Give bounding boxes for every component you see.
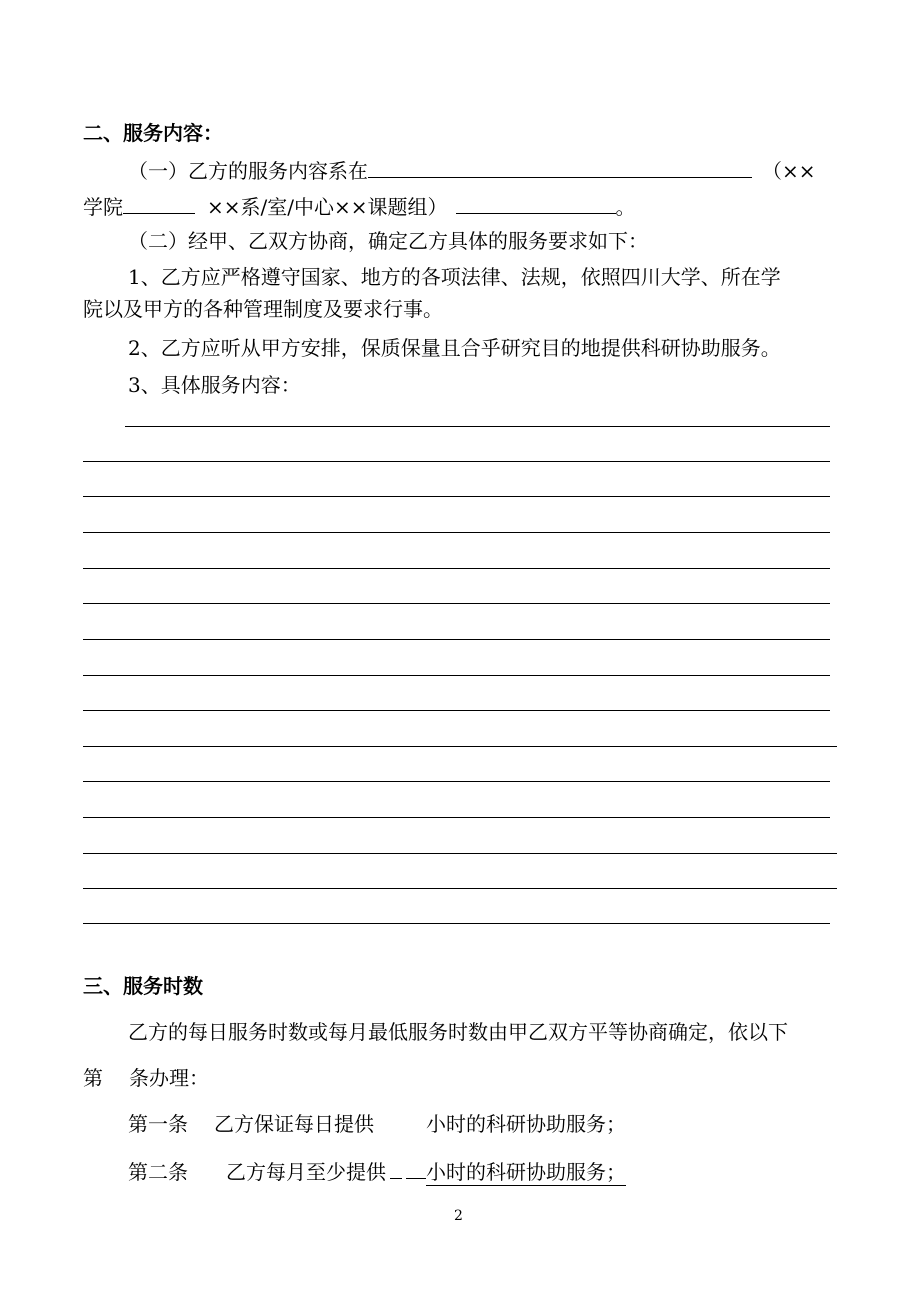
writing-line [83,639,830,640]
para-line2-prefix: 第 [83,1066,103,1090]
writing-line [125,426,830,427]
clause2-text-b: 小时的科研协助服务； [426,1160,626,1184]
section-heading-service-content: 二、服务内容： [83,121,223,145]
item1-college: 学院 [83,195,123,219]
section3-para-line1: 乙方的每日服务时数或每月最低服务时数由甲乙双方平等协商确定，依以下 [128,1020,788,1044]
clause1 [128,1112,626,1136]
writing-line [83,746,837,747]
point3-text: 3、具体服务内容： [128,373,301,397]
college-blank [123,193,195,214]
writing-line [83,532,830,533]
writing-line [83,461,830,462]
item1-blank [368,157,752,178]
writing-line [83,853,837,854]
writing-line [83,781,830,782]
item1-prefix: （一）乙方的服务内容系在 [128,159,368,183]
page-number: 2 [454,1208,463,1224]
writing-line [83,603,830,604]
point2-text: 2、乙方应听从甲方安排，保质保量且合乎研究目的地提供科研协助服务。 [128,336,781,360]
section-heading-service-hours: 三、服务时数 [83,974,203,998]
clause2 [128,1158,626,1184]
writing-line [83,675,830,676]
clause2-text-a: 乙方每月至少提供 [226,1160,386,1184]
section3-para-line2 [83,1066,209,1090]
item1-end: 。 [615,195,636,219]
item1-line1 [128,157,816,183]
clause2-label: 第二条 [128,1160,188,1184]
writing-line [83,817,830,818]
group-blank [456,193,616,214]
item1-suffix: （×× [762,159,816,183]
clause1-text-a: 乙方保证每日提供 [214,1112,374,1136]
writing-line [83,568,830,569]
clause2-blank [406,1158,426,1179]
clause1-text-b: 小时的科研协助服务； [426,1112,626,1136]
item1-line2 [83,193,636,219]
writing-line [83,923,830,924]
writing-line [83,710,830,711]
point1-line1: 1、乙方应严格遵守国家、地方的各项法律、法规，依照四川大学、所在学 [128,265,781,289]
writing-line [83,496,830,497]
para-line2-suffix: 条办理： [129,1066,209,1090]
point1-line2: 院以及甲方的各种管理制度及要求行事。 [83,297,443,321]
item1-dept: ××系/室/中心××课题组） [207,195,448,219]
clause1-label: 第一条 [128,1112,188,1136]
writing-line [83,888,837,889]
item2-text: （二）经甲、乙双方协商，确定乙方具体的服务要求如下： [128,229,648,253]
clause2-blank-short [390,1158,402,1179]
